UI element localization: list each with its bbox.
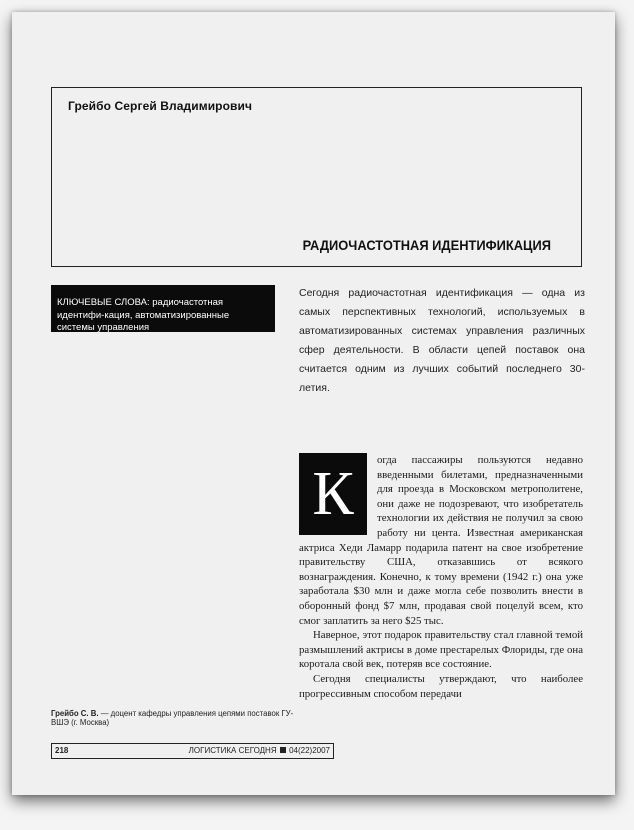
page-number: 218 bbox=[55, 746, 69, 755]
square-bullet-icon bbox=[280, 747, 286, 753]
keywords-label: КЛЮЧЕВЫЕ СЛОВА: bbox=[57, 297, 150, 308]
journal-issue: 04(22)2007 bbox=[289, 746, 330, 755]
author-name: Грейбо Сергей Владимирович bbox=[68, 99, 253, 113]
body-paragraph-3: Сегодня специалисты утверждают, что наиболее прогрессивным способом передачи bbox=[299, 672, 583, 700]
lead-paragraph: Сегодня радиочастотная идентификация — одна из самых перспективных технологий, используемых в автоматизированных системах управления различных сфер деятельности. В области цепей поставок она считается одним из лучших событий последнего 30-летия. bbox=[299, 287, 585, 394]
page-footer bbox=[51, 743, 334, 759]
keywords-box bbox=[51, 285, 275, 332]
body-paragraph-2: Наверное, этот подарок правительству стал главной темой размышлений актрисы в доме престарелых Флориды, где она коротала свой век, потеряв все состояние. bbox=[299, 629, 583, 671]
journal-info bbox=[189, 746, 330, 755]
body-column bbox=[299, 453, 583, 701]
footnote-text: — доцент кафедры управления цепями поставок ГУ-ВШЭ (г. Москва) bbox=[51, 709, 294, 727]
keywords-text: радиочастотная идентифи-кация, автоматизированные системы управления bbox=[57, 297, 230, 333]
author-footnote bbox=[51, 709, 311, 727]
body-paragraph-1: огда пассажиры пользуются недавно введенными билетами, предназначенными для проезда в Московском метрополитене, они даже не подозревают, что изобретатель технологии их действия не получил за свою работу ни цента. Известная американская актриса Хеди Ламарр подарила патент на свое изобретение правительству США, отказавшись от всякого вознаграждения. Конечно, к тому времени (1942 г.) она уже заработала $30 млн и даже могла себе позволить внести в оборонный фонд $7 млн, продавая свой поцелуй всем, кто смог заплатить за него $25 тыс. bbox=[299, 454, 583, 627]
journal-name: ЛОГИСТИКА СЕГОДНЯ bbox=[188, 746, 277, 755]
footnote-author-name: Грейбо С. В. bbox=[51, 709, 99, 718]
article-title: РАДИОЧАСТОТНАЯ ИДЕНТИФИКАЦИЯ bbox=[302, 237, 551, 253]
document-page bbox=[12, 12, 615, 795]
header-box bbox=[51, 87, 582, 267]
drop-cap: К bbox=[299, 453, 367, 535]
